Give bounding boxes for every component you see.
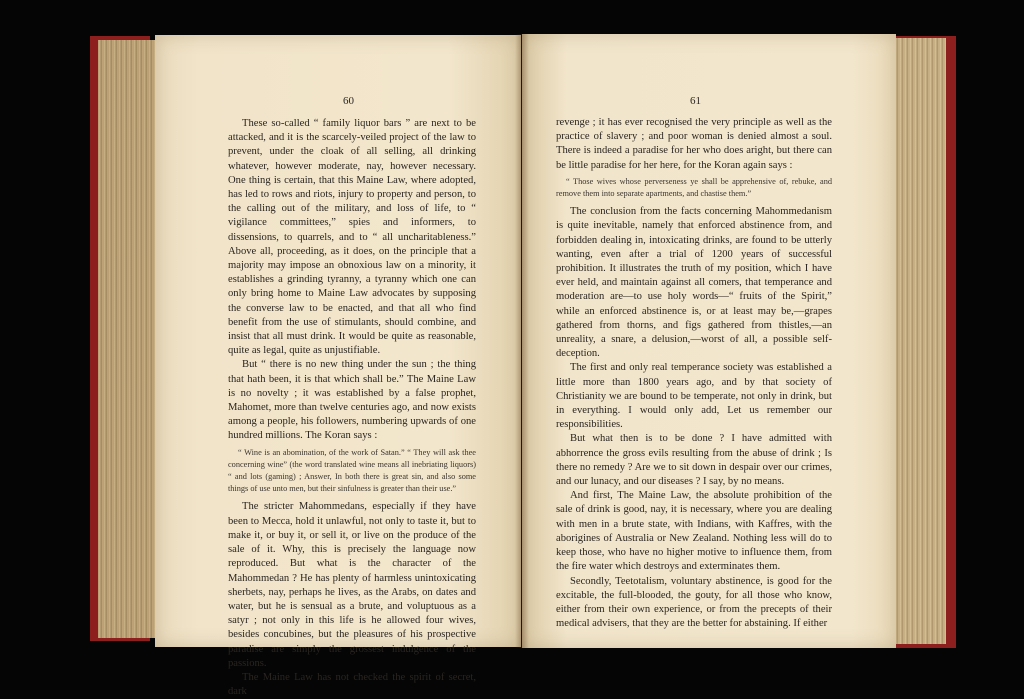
book-gutter <box>515 34 529 648</box>
left-paragraph-4: The Maine Law has not checked the spirit of secret, dark <box>228 671 476 698</box>
page-edges-left <box>98 40 158 638</box>
right-page-number: 61 <box>690 95 701 107</box>
left-page-text <box>228 117 476 699</box>
right-page <box>522 34 896 648</box>
left-page <box>155 35 521 698</box>
right-paragraph-6: Secondly, Teetotalism, voluntary abstinence, is good for the excitable, the full-blooded, the gouty, for all those who know, either from their own experience, or from the precepts of their medical advisers, that they are the better for abstaining. If either <box>556 575 832 630</box>
right-paragraph-1: revenge ; it has ever recognised the very principle as well as the practice of slavery ; and poor woman is denied almost a soul. There is indeed a paradise for her who does aright, but there can be little paradise for her here, for the Koran again says : <box>556 117 832 171</box>
right-quote: “ Those wives whose perverseness ye shall be apprehensive of, rebuke, and remove them into separate apartments, and chastise them.” <box>556 176 832 199</box>
right-paragraph-2: The conclusion from the facts concerning Mahommedanism is quite inevitable, namely that enforced abstinence from, and forbidden dealing in, intoxicating drinks, are found to be utterly wanting, even after a trial of 1200 years of successful prohibition. It illustrates the truth of my position, which I have ever held, and maintain against all comers, that temperance and moderation are—to use holy words—“ fruits of the Spirit,” while an enforced abstinence is, or at least may be,—grapes gathered from thorns, and figs gathered from thistles,—an unreality, a snare, a delusion,—worst of all, a possible self-deception. <box>556 206 832 360</box>
right-paragraph-4: But what then is to be done ? I have admitted with abhorrence the gross evils resulting from the abuse of drink ; Is there no remedy ? Are we to sit down in despair over our crimes, and our lunacy, and our diseases ? I say, by no means. <box>556 433 832 488</box>
left-quote: “ Wine is an abomination, of the work of Satan.” “ They will ask thee concerning wine” (the word translated wine means all inebriating liquors) “ and lots (gaming) ; Answer, In both there is great sin, and also some things of use unto men, but their sinfulness is greater than their use.” <box>228 447 476 494</box>
left-paragraph-3: The stricter Mahommedans, especially if they have been to Mecca, hold it unlawful, not only to taste it, but to make it, or buy it, or sell it, or live on the produce of the sale of it. Why, this is precisely the language now reproduced. But what is the character of the Mahommedan ? He has plenty of harmless unintoxicating sherbets, nay, perhaps he lives, as the Arabs, on dates and water, but he is sensual as a brute, and voluptuous as a satyr ; not only in this life is he allowed four wives, besides concubines, but the pleasures of his prospective paradise are simply the grossest indulgence of the passions. <box>228 501 476 669</box>
right-paragraph-3: The first and only real temperance society was established a little more than 1800 years ago, and by that society of Christianity we are bound to be temperate, not only in drink, but in everything. I would only add, Let us remember our responsibilities. <box>556 362 832 431</box>
left-page-number: 60 <box>343 95 354 107</box>
page-edges-right <box>894 38 946 644</box>
left-paragraph-2: But “ there is no new thing under the sun ; the thing that hath been, it is that which shall be.” The Maine Law is no novelty ; it was established by a false prophet, Mahomet, more than twelve centuries ago, and now exists among a people, his followers, numbering upwards of one hundred millions. The Koran says : <box>228 359 476 442</box>
left-paragraph-1: These so-called “ family liquor bars ” are next to be attacked, and it is the scarcely-veiled project of the law to prevent, under the cloak of all selling, all drinking whatever, however moderate, nay, however necessary. One thing is certain, that this Maine Law, where adopted, has led to rows and riots, injury to property and person, to the calling out of the military, and loss of life, to “ vigilance committees,” spies and informers, to dissensions, to quarrels, and to “ all uncharitableness.” Above all, proceeding, as it does, on the principle that a majority may impose an obnoxious law on a minority, it establishes a grinding tyranny, a tyranny which one can only bring home to Maine Law advocates by supposing the converse law to be enacted, and that all who find benefit from the use of stimulants, should combine, and insist that all must drink. It would be quite as reasonable, quite as legal, quite as unjustifiable. <box>228 118 476 357</box>
right-paragraph-5: And first, The Maine Law, the absolute prohibition of the sale of drink is good, nay, it is necessary, where you are dealing with men in a brute state, with Indians, with Kaffres, with the aborigines of Australia or New Zealand. Nothing less will do to keep those, who have no higher motive to influence them, from the fire water which destroys and exterminates them. <box>556 490 832 573</box>
right-page-text <box>556 116 832 631</box>
